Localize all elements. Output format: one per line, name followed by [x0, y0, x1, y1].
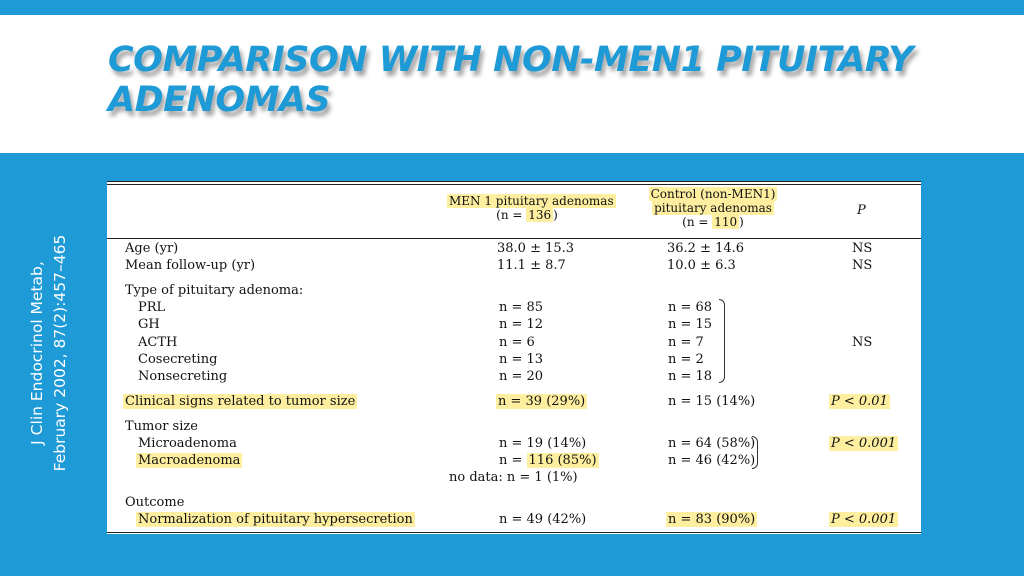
- header-control-n: 110: [714, 215, 738, 229]
- row-normalization-men1: n = 49 (42%): [499, 512, 587, 527]
- table-top-rule-2: [107, 184, 921, 185]
- row-cosecreting-control: n = 2: [668, 352, 704, 367]
- section-type-label: Type of pituitary adenoma:: [125, 283, 304, 298]
- row-gh-men1: n = 12: [499, 317, 544, 332]
- row-prl-men1: n = 85: [499, 300, 544, 315]
- header-men1-n-suffix: ): [553, 208, 558, 222]
- row-micro-men1: n = 19 (14%): [499, 436, 587, 451]
- row-nonsecreting-label: Nonsecreting: [138, 369, 228, 384]
- citation: [4, 225, 94, 525]
- header-control-n-suffix: ): [739, 215, 744, 229]
- row-clinical-men1: [496, 393, 587, 410]
- row-macro-control: n = 46 (42%): [668, 453, 756, 468]
- row-clinical-control: n = 15 (14%): [668, 394, 756, 409]
- row-followup-p: NS: [852, 258, 873, 273]
- header-men1-n: 136: [528, 208, 552, 222]
- row-clinical-label-text: Clinical signs related to tumor size: [125, 394, 356, 409]
- citation-date: February 2002, 87(2):457–465: [51, 234, 69, 472]
- row-nodata: no data: n = 1 (1%): [449, 470, 578, 485]
- tumor-size-brace: [752, 436, 758, 469]
- row-acth-control: n = 7: [668, 335, 704, 350]
- header-control: [645, 187, 781, 229]
- row-gh-label: GH: [138, 317, 160, 332]
- row-macro-men1-value: 116 (85%): [528, 453, 597, 468]
- slide-title-line-2: ADENOMAS: [108, 80, 331, 120]
- row-nonsecreting-men1: n = 20: [499, 369, 544, 384]
- row-followup-control: 10.0 ± 6.3: [667, 258, 736, 273]
- row-age-men1: 38.0 ± 15.3: [497, 241, 575, 256]
- row-normalization-control: [666, 511, 757, 528]
- row-macro-label-text: Macroadenoma: [138, 453, 241, 468]
- row-clinical-men1-text: n = 39 (29%): [498, 394, 586, 409]
- table-bottom-rule: [107, 532, 921, 533]
- row-cosecreting-label: Cosecreting: [138, 352, 218, 367]
- row-type-p: NS: [852, 335, 873, 350]
- header-p: P: [857, 203, 866, 218]
- row-clinical-label: [123, 393, 357, 410]
- slide-title-line-1: COMPARISON WITH NON-MEN1 PITUITARY: [108, 40, 913, 80]
- row-normalization-label: [136, 511, 415, 528]
- row-gh-control: n = 15: [668, 317, 713, 332]
- row-age-p: NS: [852, 241, 873, 256]
- header-men1: [447, 194, 614, 222]
- row-acth-men1: n = 6: [499, 335, 535, 350]
- row-clinical-p: [829, 393, 890, 410]
- type-group-brace: [719, 299, 725, 383]
- row-micro-label: Microadenoma: [138, 436, 237, 451]
- row-normalization-control-text: n = 83 (90%): [668, 512, 756, 527]
- header-men1-title: MEN 1 pituitary adenomas: [449, 194, 614, 208]
- row-followup-label: Mean follow-up (yr): [125, 258, 256, 273]
- row-followup-men1: 11.1 ± 8.7: [497, 258, 566, 273]
- header-men1-n-prefix: (n =: [496, 208, 527, 222]
- row-nonsecreting-control: n = 18: [668, 369, 713, 384]
- table-top-rule: [107, 181, 921, 182]
- row-normalization-p-text: P < 0.001: [831, 512, 897, 527]
- row-micro-control: n = 64 (58%): [668, 436, 756, 451]
- row-prl-control: n = 68: [668, 300, 713, 315]
- section-outcome-label: Outcome: [125, 495, 185, 510]
- row-age-control: 36.2 ± 14.6: [667, 241, 745, 256]
- row-tumor-size-p: [829, 435, 898, 452]
- header-control-title: Control (non-MEN1): [650, 187, 776, 201]
- row-normalization-label-text: Normalization of pituitary hypersecretion: [138, 512, 413, 527]
- header-control-subtitle: pituitary adenomas: [654, 201, 772, 215]
- row-macro-men1-prefix: n =: [499, 453, 527, 468]
- row-macro-label: [136, 452, 242, 469]
- row-normalization-p: [829, 511, 898, 528]
- row-macro-men1: [499, 452, 599, 469]
- row-prl-label: PRL: [138, 300, 166, 315]
- row-clinical-p-text: P < 0.01: [831, 394, 888, 409]
- slide-title: [108, 40, 913, 120]
- row-cosecreting-men1: n = 13: [499, 352, 544, 367]
- comparison-table: [107, 181, 921, 534]
- row-age-label: Age (yr): [125, 241, 179, 256]
- row-acth-label: ACTH: [138, 335, 178, 350]
- top-accent-strip: [0, 0, 1024, 15]
- section-tumor-size-label: Tumor size: [125, 419, 198, 434]
- row-tumor-size-p-text: P < 0.001: [831, 436, 897, 451]
- citation-journal: J Clin Endocrinol Metab,: [28, 261, 46, 445]
- header-control-n-prefix: (n =: [682, 215, 713, 229]
